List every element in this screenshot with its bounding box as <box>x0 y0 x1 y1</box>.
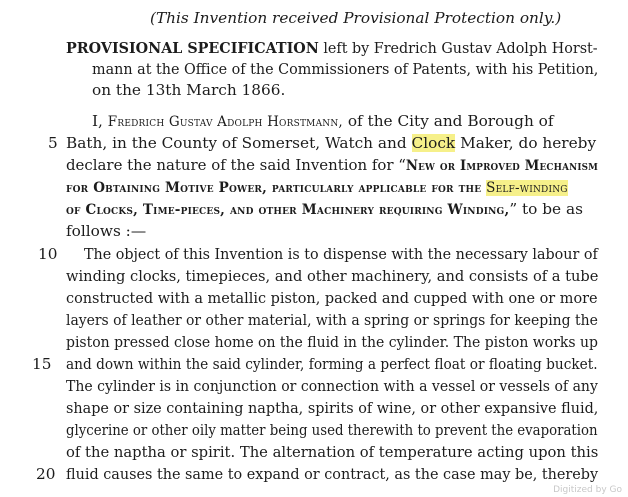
body-line-9: constructed with a metallic piston, packed and cupped with one or more <box>66 289 598 307</box>
body-line-7: The object of this Invention is to dispense with the necessary labour of <box>84 245 598 263</box>
line-number-15: 15 <box>32 355 52 373</box>
body-line-6: follows :— <box>66 222 147 240</box>
line-number-10: 10 <box>38 245 58 263</box>
line-number-20: 20 <box>36 465 56 483</box>
body-line-2: Bath, in the County of Somerset, Watch and Clock Maker, do hereby <box>66 134 597 152</box>
body-line-14: shape or size containing naptha, spirits of wine, or other expansive fluid, <box>66 399 599 417</box>
protection-note: (This Invention received Provisional Protection only.) <box>150 9 562 27</box>
body-line-17: fluid causes the same to expand or contract, as the case may be, thereby <box>66 465 599 483</box>
body-line-13: The cylinder is in conjunction or connection with a vessel or vessels of any <box>66 377 598 395</box>
watermark: Digitized by Go <box>553 485 622 495</box>
body-line-12: and down within the said cylinder, forming a perfect float or floating bucket. <box>66 355 598 373</box>
body-line-10: layers of leather or other material, with a spring or springs for keeping the <box>66 311 598 329</box>
line-number-5: 5 <box>48 134 58 152</box>
title-part-2: for Obtaining Motive Power, particularly applicable for the <box>66 180 482 196</box>
body-line-8: winding clocks, timepieces, and other machinery, and consists of a tube <box>66 267 599 285</box>
spec-heading: PROVISIONAL SPECIFICATION <box>66 39 319 57</box>
title-part-3: of Clocks, Time-pieces, and other Machinery requiring Winding, <box>66 202 510 218</box>
highlight-self-winding: Self-winding <box>486 180 568 196</box>
body-line-4 <box>66 177 568 198</box>
body-line-1: I, Fredrich Gustav Adolph Horstmann, of the City and Borough of <box>92 112 554 130</box>
body-line-3: declare the nature of the said Invention for “New or Improved Mechanism <box>66 156 599 174</box>
spec-text-1: left by Fredrich Gustav Adolph Horst- <box>323 39 598 57</box>
spec-line-3: on the 13th March 1866. <box>92 81 286 99</box>
highlight-clock: Clock <box>411 134 456 152</box>
body-line-5: of Clocks, Time-pieces, and other Machinery requiring Winding,” to be as <box>66 200 583 218</box>
body-line-16: of the naptha or spirit. The alternation of temperature acting upon this <box>66 443 599 461</box>
body-line-15: glycerine or other oily matter being used therewith to prevent the evaporation <box>66 421 598 439</box>
inventor-name: Fredrich Gustav Adolph Horstmann, <box>107 114 343 130</box>
title-part-1: New or Improved Mechanism <box>405 158 599 174</box>
spec-line-1 <box>66 38 598 58</box>
body-line-11: piston pressed close home on the fluid in the cylinder. The piston works up <box>66 333 598 351</box>
spec-line-2: mann at the Office of the Commissioners of Patents, with his Petition, <box>92 60 599 78</box>
